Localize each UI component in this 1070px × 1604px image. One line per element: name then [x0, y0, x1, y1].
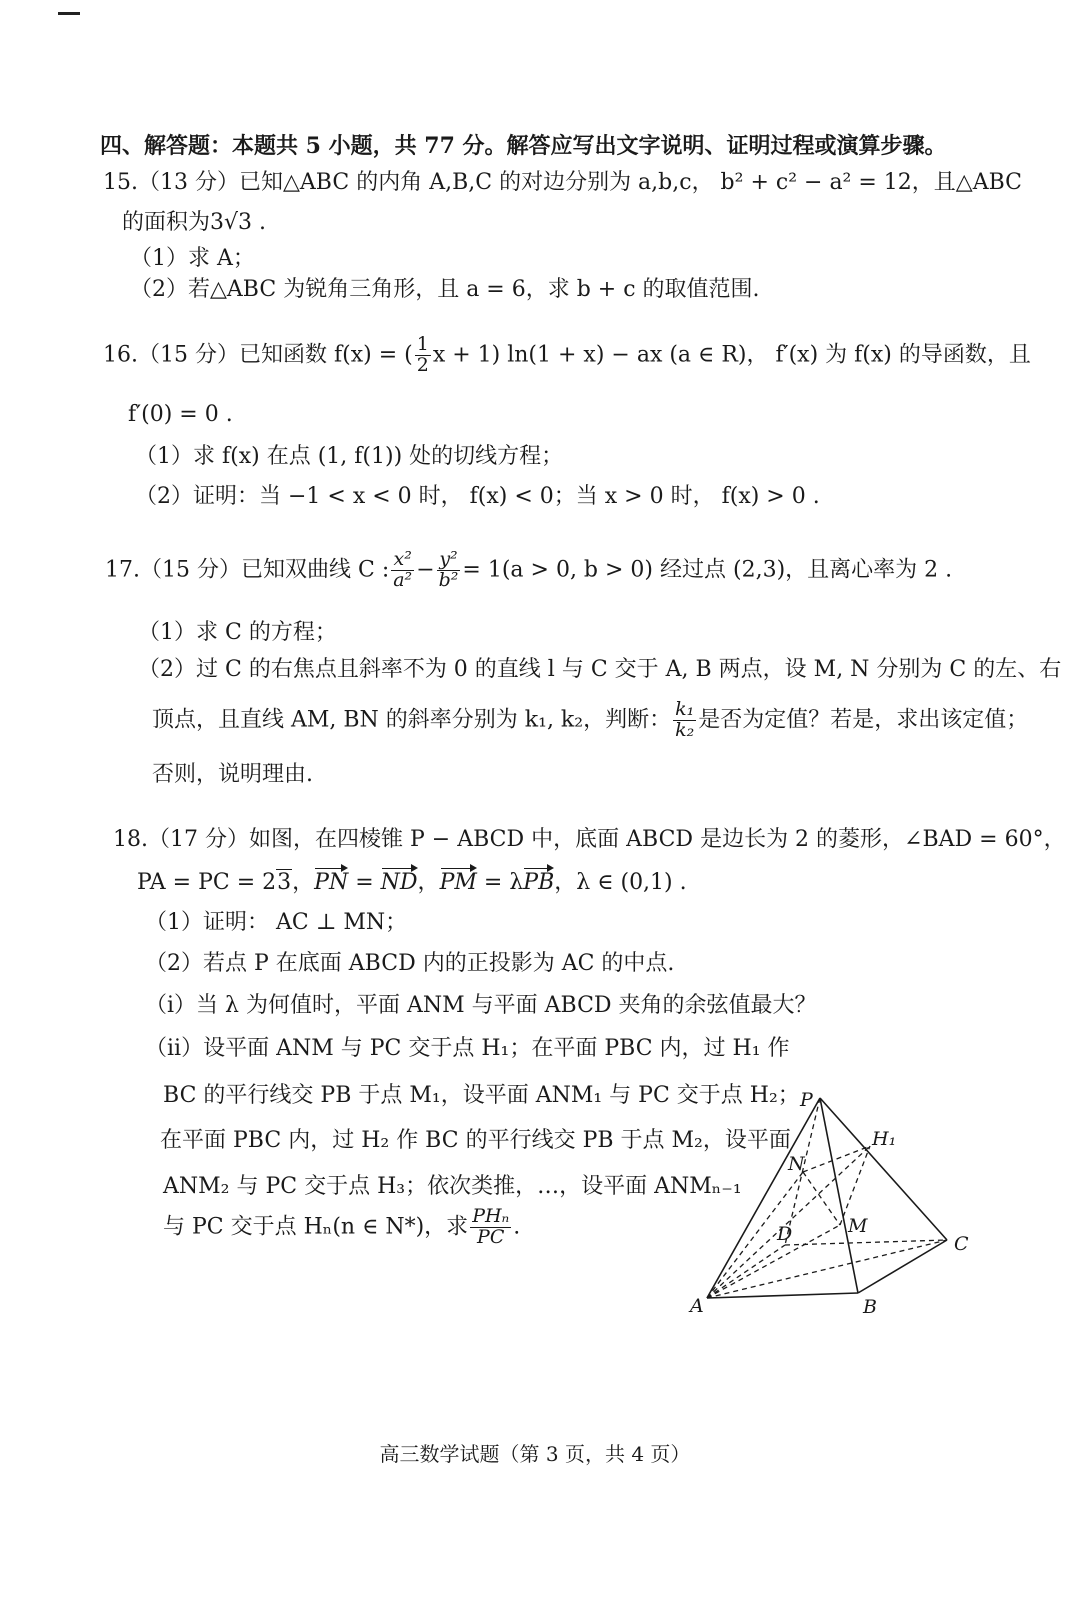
- q17-f1-den: a²: [393, 568, 413, 591]
- q18-text2-end: ，λ ∈ (0,1) .: [554, 870, 687, 895]
- segment-MH1: [840, 1146, 870, 1225]
- q18-ph-den: PC: [477, 1225, 505, 1248]
- q17-line1: [105, 550, 952, 591]
- q17-fraction-x: [391, 550, 414, 591]
- q17-f1-num: x²: [391, 550, 414, 571]
- edge-AB: [707, 1293, 858, 1298]
- q17-k-num: k₁: [675, 698, 695, 720]
- label-N: N: [788, 1153, 805, 1175]
- q18-line1: [113, 827, 1066, 853]
- q18-line2: [137, 866, 687, 896]
- q16-fraction: [415, 335, 431, 376]
- q16-text-a: 已知函数 f(x) = (: [239, 342, 413, 368]
- q16-part1: （1）求 f(x) 在点 (1, f(1)) 处的切线方程；: [135, 444, 564, 469]
- q18-vec-nd: ND: [381, 866, 418, 896]
- label-C: C: [954, 1233, 969, 1255]
- q15-text1: 已知△ABC 的内角 A,B,C 的对边分别为 a,b,c， b² + c² − a² = 12，且△ABC: [239, 170, 1023, 195]
- q15-text2: 的面积为3√3 .: [122, 210, 266, 235]
- q18-part-ii-line4: ANM₂ 与 PC 交于点 H₃；依次类推，…，设平面 ANMₙ₋₁: [163, 1174, 742, 1199]
- q15-score: （13 分）: [138, 170, 239, 195]
- q15-part2: （2）若△ABC 为锐角三角形，且 a = 6，求 b + c 的取值范围.: [130, 277, 760, 302]
- edge-BC: [858, 1240, 947, 1293]
- q16-line1: [103, 335, 1031, 376]
- q16-line2: f′(0) = 0 .: [128, 402, 233, 427]
- edge-PB: [820, 1098, 858, 1293]
- q16-score: （15 分）: [138, 342, 239, 368]
- q16-frac-num: 1: [416, 333, 429, 355]
- q17-f2-den: b²: [438, 568, 459, 591]
- q17-fraction-y: [437, 550, 461, 591]
- q18-part2: （2）若点 P 在底面 ABCD 内的正投影为 AC 的中点.: [145, 951, 675, 976]
- label-H1: H₁: [872, 1128, 897, 1150]
- q16-number: 16.: [103, 342, 138, 368]
- q17-text-b: = 1(a > 0, b > 0) 经过点 (2,3)，且离心率为 2 .: [462, 557, 953, 583]
- pyramid-figure: [680, 1080, 980, 1320]
- q15-line1: [103, 170, 1022, 196]
- edge-PA: [707, 1098, 820, 1298]
- q18-part-ii-line2: BC 的平行线交 PB 于点 M₁，设平面 ANM₁ 与 PC 交于点 H₂；: [163, 1083, 800, 1108]
- q17-number: 17.: [105, 557, 140, 583]
- q18-sep1: ，: [292, 870, 315, 895]
- q16-part2: （2）证明：当 −1 < x < 0 时， f(x) < 0；当 x > 0 时， f(x) > 0 .: [135, 484, 820, 509]
- section-header: 四、解答题：本题共 5 小题，共 77 分。解答应写出文字说明、证明过程或演算步骤。: [100, 133, 947, 159]
- label-A: A: [690, 1295, 704, 1317]
- q17-k-den: k₂: [675, 718, 695, 741]
- q17-k-fraction: [673, 700, 696, 741]
- corner-mark: [58, 12, 80, 15]
- q18-text-ii5a: 与 PC 交于点 Hₙ(n ∈ N*)，求: [163, 1214, 469, 1240]
- q15-number: 15.: [103, 170, 138, 195]
- q18-number: 18.: [113, 827, 148, 852]
- q15-part1: （1）求 A；: [130, 246, 255, 271]
- q17-part1: （1）求 C 的方程；: [138, 620, 337, 645]
- q18-score: （17 分）: [148, 827, 249, 852]
- diag-AC: [707, 1240, 947, 1298]
- q17-f2-num: y²: [437, 550, 461, 571]
- q17-text-c: 顶点，且直线 AM, BN 的斜率分别为 k₁, k₂，判断：: [152, 707, 672, 733]
- q17-score: （15 分）: [140, 557, 241, 583]
- label-P: P: [800, 1089, 813, 1111]
- label-M: M: [848, 1215, 868, 1237]
- q18-text2-a: PA = PC = 2: [137, 870, 277, 895]
- q18-sqrt: 3: [277, 870, 292, 895]
- label-D: D: [777, 1223, 793, 1245]
- q18-text1: 如图，在四棱锥 P − ABCD 中，底面 ABCD 是边长为 2 的菱形，∠BAD = 60°，: [249, 827, 1066, 852]
- q18-eq1: =: [348, 870, 381, 895]
- q18-part1: （1）证明： AC ⊥ MN；: [145, 910, 408, 935]
- q18-sep2: ，: [417, 870, 440, 895]
- q17-minus: −: [416, 557, 435, 583]
- q18-ph-num: PHₙ: [472, 1205, 510, 1227]
- label-B: B: [863, 1296, 877, 1318]
- q17-part2-line2: [152, 700, 1028, 741]
- segment-NH1: [803, 1146, 870, 1172]
- q18-part-i: （ⅰ）当 λ 为何值时，平面 ANM 与平面 ABCD 夹角的余弦值最大？: [145, 993, 817, 1018]
- q18-vec-pb: PB: [523, 866, 554, 896]
- q18-eq2: = λ: [476, 870, 524, 895]
- q17-text-d: 是否为定值？若是，求出该定值；: [698, 707, 1029, 733]
- page-footer: 高三数学试题（第 3 页，共 4 页）: [379, 1442, 691, 1466]
- q18-part-ii-line5: [163, 1207, 520, 1248]
- q16-text-b: x + 1) ln(1 + x) − ax (a ∈ R)， f′(x) 为 f(x) 的导函数，且: [432, 342, 1031, 368]
- q18-vec-pm: PM: [440, 866, 477, 896]
- q17-part2-line3: 否则，说明理由.: [152, 762, 313, 787]
- q17-part2-line1: （2）过 C 的右焦点且斜率不为 0 的直线 l 与 C 交于 A, B 两点，设 M, N 分别为 C 的左、右: [138, 657, 1062, 682]
- q17-text-a: 已知双曲线 C :: [241, 557, 390, 583]
- edge-AD: [707, 1245, 785, 1298]
- q18-part-ii-line1: （ⅱ）设平面 ANM 与 PC 交于点 H₁；在平面 PBC 内，过 H₁ 作: [145, 1036, 790, 1061]
- q18-text-ii5b: .: [513, 1214, 521, 1240]
- edge-DC: [785, 1240, 947, 1245]
- q18-vec-pn: PN: [314, 866, 348, 896]
- q18-ph-fraction: [470, 1207, 511, 1248]
- q16-frac-den: 2: [416, 353, 429, 376]
- q18-part-ii-line3: 在平面 PBC 内，过 H₂ 作 BC 的平行线交 PB 于点 M₂，设平面: [160, 1128, 791, 1153]
- edge-PC: [820, 1098, 947, 1240]
